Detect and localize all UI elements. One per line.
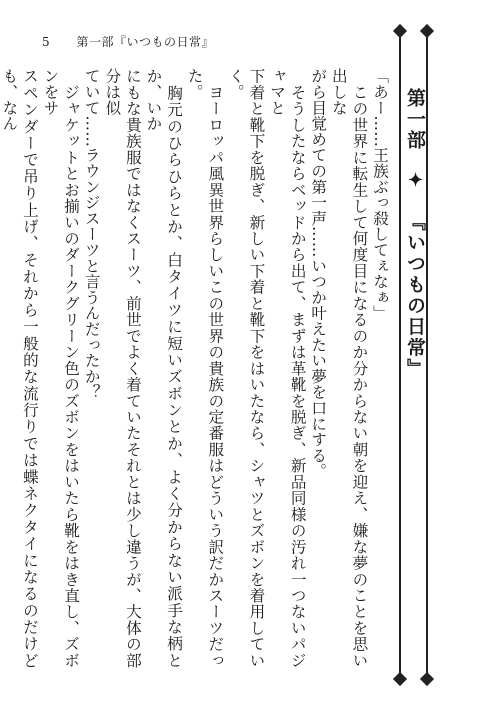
body-line: がら目覚めての第一声……いつか叶えたい夢を口にする。 xyxy=(309,68,328,479)
body-line: そうしたならベッドから出て、まずは革靴を脱ぎ、新品同様の汚れ一つないパジャマと xyxy=(268,68,307,668)
body-line: この世界に転生して何度目になるのか分からない朝を迎え、嫌な夢のことを思い出しな xyxy=(329,68,369,668)
diamond-ornament-icon xyxy=(393,24,407,38)
diamond-ornament-icon xyxy=(393,672,407,686)
running-header xyxy=(42,33,214,50)
body-line: ていて……ラウンジスーツと言うんだったか？ xyxy=(82,68,101,400)
body-line: にもな貴族服ではなくスーツ、前世でよく着ていたそれとは少し違うが、大体の部分は似 xyxy=(103,68,142,668)
body-line: ヨーロッパ風異世界らしいこの世界の貴族の定番服はどういう訳だかスーツだった。 xyxy=(185,68,225,668)
part-subtitle: 『いつもの日常』 xyxy=(404,211,426,380)
page-number: 5 xyxy=(42,35,51,49)
part-title xyxy=(398,88,432,379)
body-line: ジャケットとお揃いのダークグリーン色のズボンをはいたら靴をはき直し、ズボンをサ xyxy=(41,68,81,668)
body-line: スペンダーで吊り上げ、それから一般的な流行りでは蝶ネクタイになるのだけども、なん xyxy=(0,68,39,668)
running-title: 第一部『いつもの日常』 xyxy=(76,35,214,49)
body-line: 下着と靴下を脱ぎ、新しい下着と靴下をはいたなら、シャツとズボンを着用していく。 xyxy=(226,68,266,668)
body-line: 「あー……王族ぶっ殺してぇなぁ」 xyxy=(371,68,389,321)
sparkle-separator-icon: ✦ xyxy=(405,169,426,193)
diamond-ornament-icon xyxy=(420,24,434,38)
body-line: 胸元のひらひらとか、白タイツに短いズボンとか、よく分からない派手な柄とか、いか xyxy=(144,68,184,668)
body-text xyxy=(0,68,390,668)
part-label: 第一部 xyxy=(404,88,426,151)
diamond-ornament-icon xyxy=(420,672,434,686)
